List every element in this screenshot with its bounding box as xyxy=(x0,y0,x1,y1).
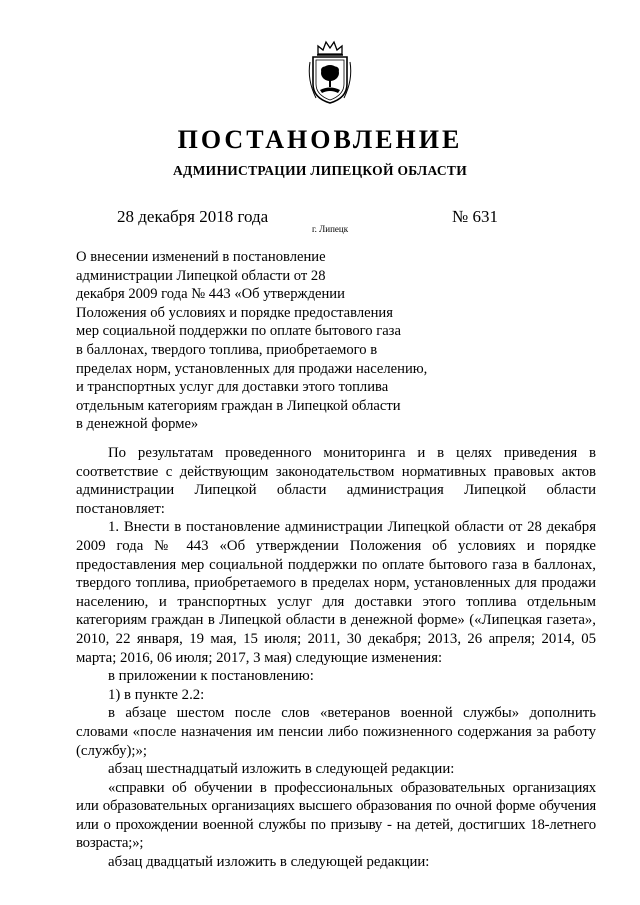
body-paragraph: абзац шестнадцатый изложить в следующей редакции: xyxy=(108,761,455,778)
document-city: г. Липецк xyxy=(312,224,349,234)
subject-line: пределах норм, установленных для продажи населению, xyxy=(76,360,428,377)
document-body xyxy=(76,444,596,872)
subject-line: О внесении изменений в постановление xyxy=(76,249,326,265)
subject-line: в денежной форме» xyxy=(76,416,199,433)
document-subject xyxy=(76,248,516,434)
body-paragraph: 1. Внести в постановление администрации Липецкой области от 28 декабря 2009 года № 443 «Об утверждении Положения об условиях и порядке предоставления мер социальной поддержки по оплате бытового газа в баллонах, твердого топлива, приобретаемого в пределах норм, установленных для продажи населению, и транспортных услуг для доставки этого топлива отдельным категориям граждан в Липецкой области в денежной форме» («Липецкая газета», 2010, 22 января, 19 мая, 15 июля; 2011, 30 декабря; 2013, 26 апреля; 2014, 05 марта; 2016, 06 июля; 2017, 3 мая) следующие изменения: xyxy=(76,519,596,666)
subject-line: декабря 2009 года № 443 «Об утверждении xyxy=(76,286,345,303)
document-type-title: ПОСТАНОВЛЕНИЕ xyxy=(177,125,463,154)
body-paragraph: абзац двадцатый изложить в следующей редакции: xyxy=(108,854,430,871)
subject-line: мер социальной поддержки по оплате бытового газа xyxy=(76,323,401,340)
subject-line: администрации Липецкой области от 28 xyxy=(76,267,326,284)
document-date: 28 декабря 2018 года xyxy=(117,207,269,226)
body-paragraph: в абзаце шестом после слов «ветеранов военной службы» дополнить словами «после назначения им пенсии либо пожизненного содержания за работу (службу);»; xyxy=(76,705,596,759)
subject-line: и транспортных услуг для доставки этого топлива xyxy=(76,379,389,396)
body-paragraph: в приложении к постановлению: xyxy=(108,668,314,685)
document-number: № 631 xyxy=(452,207,498,226)
coat-of-arms-icon xyxy=(304,40,356,106)
subject-line: отдельным категориям граждан в Липецкой области xyxy=(76,397,401,414)
subject-line: Положения об условиях и порядке предоставления xyxy=(76,304,393,321)
body-paragraph: По результатам проведенного мониторинга и в целях приведения в соответствие с действующим законодательством нормативных правовых актов администрации Липецкой области администрация Липецкой области постановляет: xyxy=(76,445,596,517)
document-issuer: АДМИНИСТРАЦИИ ЛИПЕЦКОЙ ОБЛАСТИ xyxy=(172,163,468,178)
body-paragraph: «справки об обучении в профессиональных образовательных организациях или образовательных организациях высшего образования по очной форме обучения или о прохождении военной службы по призыву - на детей, достигших 18-летнего возраста;»; xyxy=(76,779,596,852)
subject-line: в баллонах, твердого топлива, приобретаемого в xyxy=(76,341,378,358)
body-paragraph: 1) в пункте 2.2: xyxy=(108,686,205,703)
